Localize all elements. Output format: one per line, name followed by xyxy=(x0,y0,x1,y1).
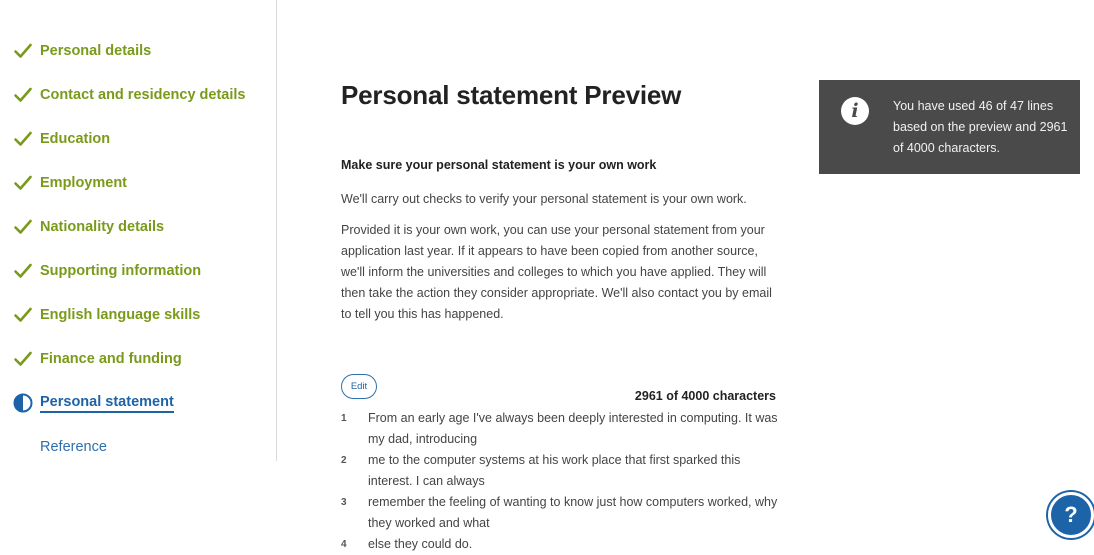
usage-info-panel xyxy=(819,80,1080,174)
sidebar-item-label: Finance and funding xyxy=(40,351,182,367)
character-count: 2961 of 4000 characters xyxy=(634,389,776,403)
sidebar-item-label: English language skills xyxy=(40,307,201,323)
sidebar-item-label: Reference xyxy=(40,439,107,455)
line-number: 4 xyxy=(341,539,347,550)
line-text: remember the feeling of wanting to know just how computers worked, why they worked and what xyxy=(368,495,778,530)
line-text: From an early age I've always been deeply interested in computing. It was my dad, introducing xyxy=(368,411,778,446)
usage-info-text: You have used 46 of 47 lines based on the preview and 2961 of 4000 characters. xyxy=(893,99,1068,155)
reuse-statement-paragraph: Provided it is your own work, you can use your personal statement from your application last year. If it appears to have been copied from another source, we'll inform the universities and colleges to which you have applied. They will then take the action they consider appropriate. We'll also contact you by email to tell you this has happened. xyxy=(341,223,772,321)
checkmark-icon xyxy=(13,41,33,61)
sidebar-item-supporting-information[interactable] xyxy=(13,259,201,283)
own-work-heading: Make sure your personal statement is your own work xyxy=(341,158,657,172)
line-number: 2 xyxy=(341,455,347,466)
sidebar-item-employment[interactable] xyxy=(13,171,127,195)
sidebar-item-english-language[interactable] xyxy=(13,303,200,327)
checkmark-icon xyxy=(13,129,33,149)
help-button[interactable]: ? xyxy=(1048,492,1094,538)
sidebar-item-label: Employment xyxy=(40,175,128,191)
half-circle-progress-icon xyxy=(13,393,33,413)
sidebar-item-label: Contact and residency details xyxy=(40,87,246,103)
sidebar-item-personal-statement[interactable] xyxy=(13,391,174,415)
checkmark-icon xyxy=(13,305,33,325)
statement-line xyxy=(341,534,781,555)
sidebar-item-education[interactable] xyxy=(13,127,110,151)
edit-button[interactable]: Edit xyxy=(341,374,377,399)
statement-line xyxy=(341,408,781,450)
statement-preview xyxy=(341,408,781,555)
verification-paragraph: We'll carry out checks to verify your personal statement is your own work. xyxy=(341,192,747,206)
line-text: else they could do. xyxy=(368,537,473,551)
checkmark-icon xyxy=(13,173,33,193)
page-title: Personal statement Preview xyxy=(341,80,682,110)
sidebar-item-label: Nationality details xyxy=(40,219,165,235)
sidebar-item-reference[interactable] xyxy=(13,435,107,459)
checkmark-icon xyxy=(13,85,33,105)
checkmark-icon xyxy=(13,217,33,237)
line-number: 1 xyxy=(341,413,347,424)
empty-status-icon xyxy=(13,437,33,457)
line-number: 3 xyxy=(341,497,347,508)
sidebar-item-personal-details[interactable] xyxy=(13,39,151,63)
checkmark-icon xyxy=(13,349,33,369)
checkmark-icon xyxy=(13,261,33,281)
sidebar-item-finance-funding[interactable] xyxy=(13,347,182,371)
info-icon: i xyxy=(841,97,869,125)
statement-line xyxy=(341,492,781,534)
sidebar-item-label: Education xyxy=(40,131,111,147)
line-text: me to the computer systems at his work place that first sparked this interest. I can always xyxy=(368,453,741,488)
sidebar-item-label: Personal details xyxy=(40,43,152,59)
sidebar-item-label: Supporting information xyxy=(40,263,202,279)
sidebar-item-contact-residency[interactable] xyxy=(13,83,245,107)
statement-line xyxy=(341,450,781,492)
application-sections-nav xyxy=(0,0,277,461)
sidebar-item-label: Personal statement xyxy=(40,394,174,413)
sidebar-item-nationality[interactable] xyxy=(13,215,164,239)
